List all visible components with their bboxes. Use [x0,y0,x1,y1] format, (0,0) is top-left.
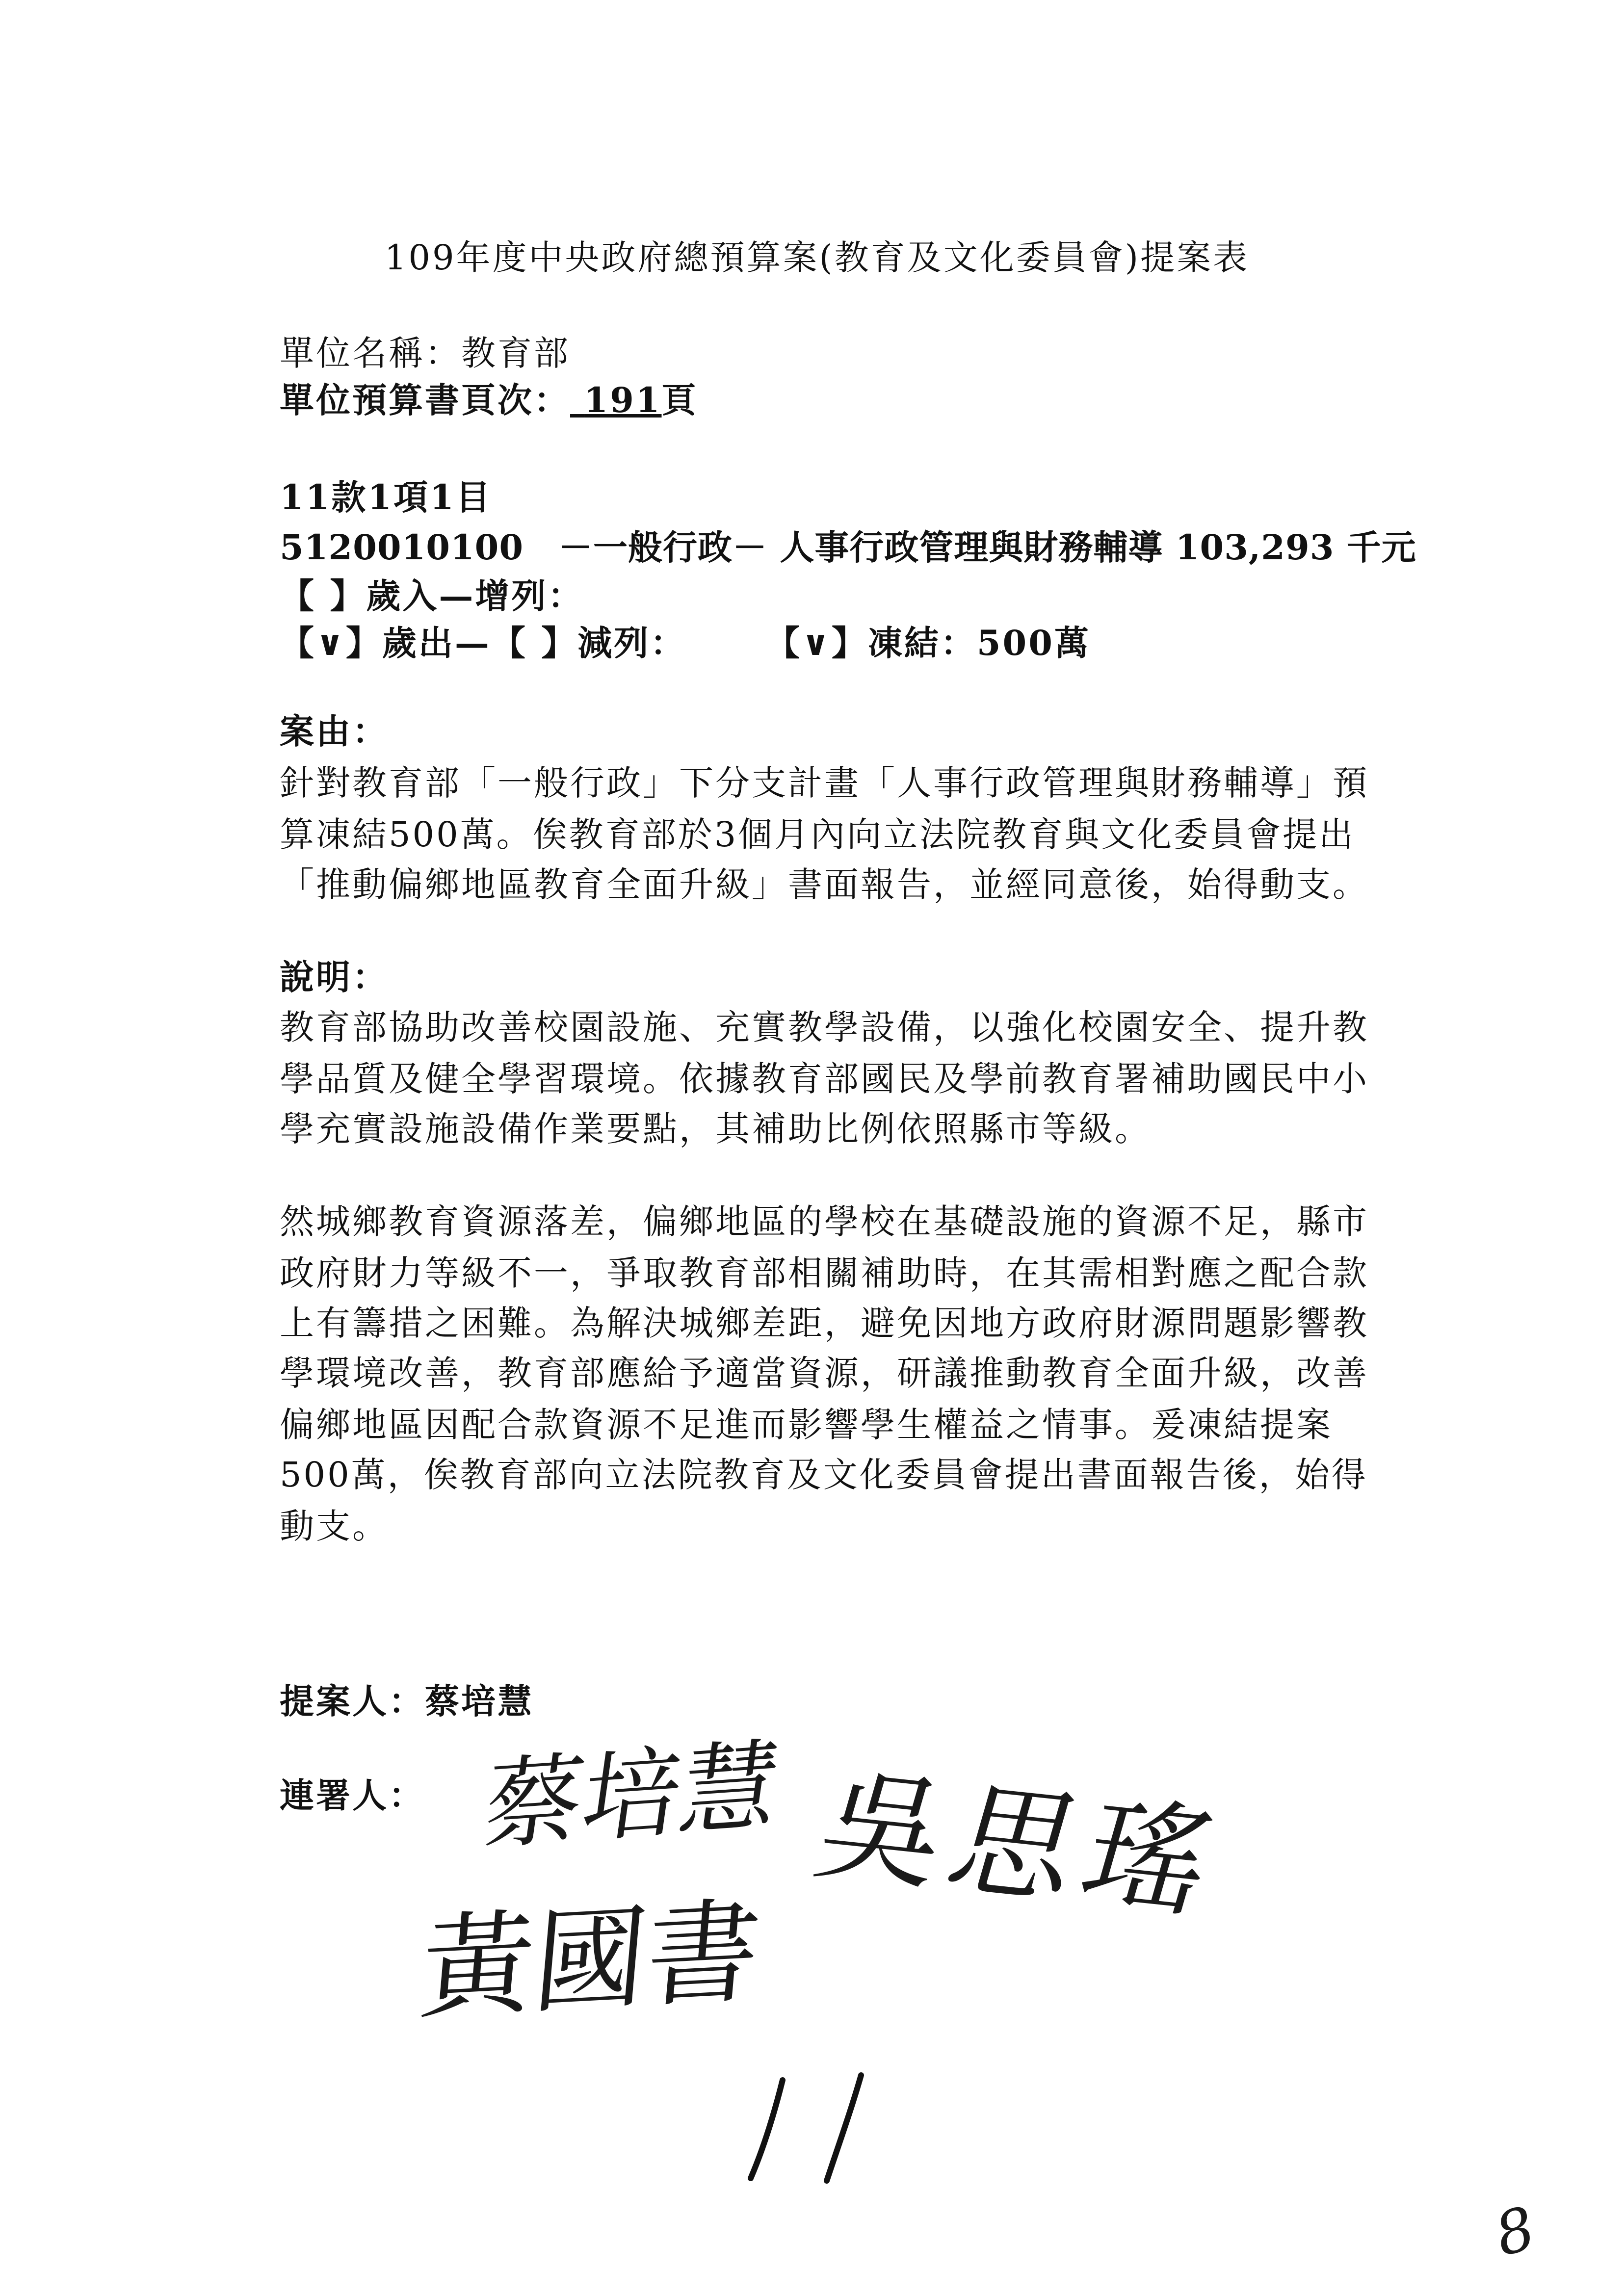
explanation-line: 500萬，俟教育部向立法院教育及文化委員會提出書面報告後，始得 [280,1455,1368,1495]
unit-name-label: 單位名稱： [280,333,461,373]
unit-name-value: 教育部 [461,333,570,373]
proposer [280,1681,534,1722]
reason-line: 「推動偏鄉地區教育全面升級」書面報告，並經同意後，始得動支。 [280,864,1369,905]
page-ref-value: 191 [584,380,662,420]
freeze-line: 【∨】凍結：500萬 [765,623,1091,663]
explanation-heading: 說明： [280,957,389,997]
cosigner-label: 連署人： [280,1775,425,1816]
explanation-line: 偏鄉地區因配合款資源不足進而影響學生權益之情事。爰凍結提案 [280,1405,1333,1445]
explanation-line: 學充實設施設備作業要點，其補助比例依照縣市等級。 [280,1109,1151,1149]
page-reference [280,380,698,421]
signature: 黃國書 [415,1886,765,2035]
document-title: 109年度中央政府總預算案(教育及文化委員會)提案表 [384,237,1250,278]
explanation-line: 學品質及健全學習環境。依據教育部國民及學前教育署補助國民中小 [280,1059,1369,1099]
proposer-label: 提案人： [280,1681,425,1722]
explanation-line: 然城鄉教育資源落差，偏鄉地區的學校在基礎設施的資源不足，縣市 [280,1201,1369,1242]
signature: 吳思瑤 [802,1754,1238,1936]
page-ref-suffix: 頁 [661,380,698,420]
page-number: 8 [1488,2194,1543,2270]
program-line: 5120010100 －一般行政－ 人事行政管理與財務輔導 103,293 千元 [280,527,1416,568]
expenditure-line: 【∨】歲出—【 】減列： [280,623,687,663]
unit-name [280,333,570,374]
reason-line: 針對教育部「一般行政」下分支計畫「人事行政管理與財務輔導」預 [280,763,1369,803]
reason-line: 算凍結500萬。俟教育部於3個月內向立法院教育與文化委員會提出 [280,814,1356,855]
signature: 蔡培慧 [476,1727,787,1864]
reason-heading: 案由： [280,711,389,752]
page-ref-label: 單位預算書頁次： [280,380,570,420]
handwritten-mark [736,2065,883,2193]
explanation-line: 學環境改善，教育部應給予適當資源，研議推動教育全面升級，改善 [280,1353,1369,1393]
explanation-line: 上有籌措之困難。為解決城鄉差距，避免因地方政府財源問題影響教 [280,1303,1369,1343]
explanation-line: 教育部協助改善校園設施、充實教學設備，以強化校園安全、提升教 [280,1007,1369,1047]
item-code: 11款1項1目 [280,477,492,518]
explanation-line: 動支。 [280,1506,389,1546]
proposer-name: 蔡培慧 [425,1681,534,1722]
explanation-line: 政府財力等級不一，爭取教育部相關補助時，在其需相對應之配合款 [280,1253,1369,1293]
revenue-line: 【 】歲入—增列： [280,575,584,616]
